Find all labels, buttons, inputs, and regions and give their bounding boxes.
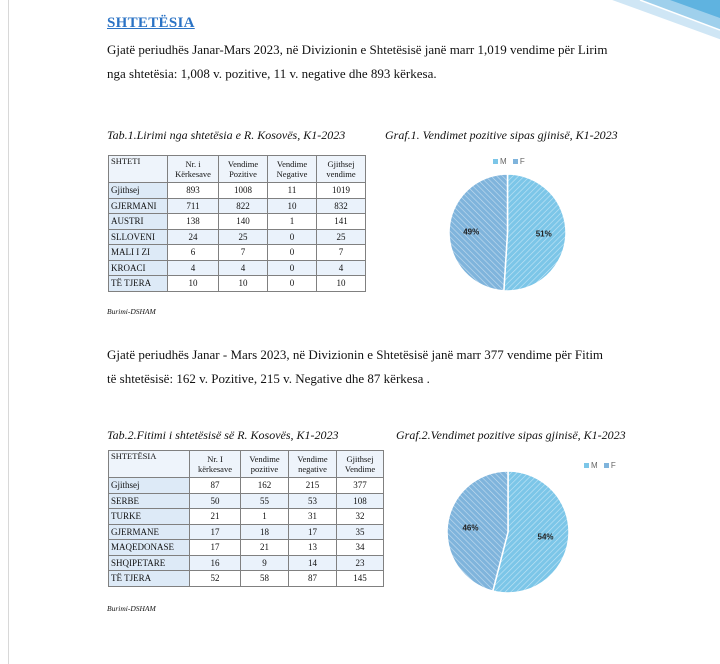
- col-header-text: Vendime: [344, 464, 376, 474]
- col-header: [219, 156, 268, 183]
- table-cell: 21: [241, 540, 289, 556]
- table-cell: 25: [317, 229, 366, 245]
- col-header: [109, 156, 168, 183]
- paragraph-lirim: [107, 38, 637, 86]
- graf1-legend: [489, 157, 525, 166]
- table-cell: 4: [219, 260, 268, 276]
- table-cell: 7: [317, 245, 366, 261]
- table-cell: 53: [289, 493, 337, 509]
- col-header-text: Negative: [276, 169, 308, 179]
- table-cell: 17: [190, 524, 241, 540]
- table2-source: Burimi-DSHAM: [107, 604, 156, 613]
- pie-label-m: 51%: [535, 229, 552, 239]
- table-cell: TË TJERA: [109, 276, 168, 292]
- table-cell: SLLOVENI: [109, 229, 168, 245]
- table-cell: SERBE: [109, 493, 190, 509]
- table-cell: 9: [241, 555, 289, 571]
- col-header: [268, 156, 317, 183]
- table-cell: 17: [289, 524, 337, 540]
- table-cell: GJERMANI: [109, 198, 168, 214]
- table-fitimi: [108, 450, 384, 587]
- col-header-text: Nr. i: [185, 159, 201, 169]
- table-cell: TURKE: [109, 509, 190, 525]
- table-cell: 4: [317, 260, 366, 276]
- table-cell: 4: [168, 260, 219, 276]
- paragraph-fitim: [107, 343, 637, 391]
- table-cell: 1019: [317, 183, 366, 199]
- table-cell: 32: [337, 509, 384, 525]
- table-cell: 377: [337, 478, 384, 494]
- col-header-text: Gjithsej: [346, 454, 374, 464]
- col-header-text: SHTETI: [111, 156, 141, 166]
- col-header-text: Vendime: [249, 454, 280, 464]
- table-row: [109, 245, 366, 261]
- col-header: [317, 156, 366, 183]
- pie-chart-graf1: [445, 170, 570, 295]
- table-cell: 0: [268, 276, 317, 292]
- paragraph-line: Gjatë periudhës Janar-Mars 2023, në Divizionin e Shtetësisë janë marr 1,019 vendime për Lirim: [107, 42, 608, 57]
- table-cell: 17: [190, 540, 241, 556]
- legend-label-m: M: [591, 461, 598, 470]
- table-cell: TË TJERA: [109, 571, 190, 587]
- col-header: [190, 451, 241, 478]
- table-row: [109, 183, 366, 199]
- table-cell: 31: [289, 509, 337, 525]
- table-cell: 141: [317, 214, 366, 230]
- table-row: [109, 478, 384, 494]
- table-cell: 1: [268, 214, 317, 230]
- table-cell: 10: [317, 276, 366, 292]
- legend-swatch-f: [513, 159, 518, 164]
- table-cell: 0: [268, 260, 317, 276]
- table2-caption: Tab.2.Fitimi i shtetësisë së R. Kosovës, K1-2023: [107, 428, 339, 442]
- table-cell: 11: [268, 183, 317, 199]
- table-cell: 10: [219, 276, 268, 292]
- table-row: [109, 276, 366, 292]
- table-cell: 87: [190, 478, 241, 494]
- table-cell: 1008: [219, 183, 268, 199]
- pie-chart-graf2: [443, 467, 573, 597]
- legend-swatch-m: [493, 159, 498, 164]
- col-header-text: SHTETËSIA: [111, 451, 157, 461]
- table-row: [109, 571, 384, 587]
- table-cell: 34: [337, 540, 384, 556]
- table-cell: 18: [241, 524, 289, 540]
- table-cell: 711: [168, 198, 219, 214]
- table-row: [109, 493, 384, 509]
- col-header-text: Nr. I: [207, 454, 223, 464]
- table-row: [109, 198, 366, 214]
- table-cell: 58: [241, 571, 289, 587]
- table-cell: AUSTRI: [109, 214, 168, 230]
- table-cell: 50: [190, 493, 241, 509]
- legend-label-f: F: [610, 461, 616, 470]
- table-cell: 52: [190, 571, 241, 587]
- col-header: [289, 451, 337, 478]
- legend-label-m: M: [500, 157, 507, 166]
- col-header-text: pozitive: [250, 464, 279, 474]
- page-edge: [8, 0, 9, 664]
- col-header: [168, 156, 219, 183]
- table-cell: 145: [337, 571, 384, 587]
- graf1-caption: Graf.1. Vendimet pozitive sipas gjinisë, K1-2023: [385, 128, 618, 142]
- table-cell: MAQEDONASE: [109, 540, 190, 556]
- pie-label-m: 54%: [537, 532, 554, 542]
- table-row: [109, 509, 384, 525]
- table-cell: 1: [241, 509, 289, 525]
- legend-label-f: F: [519, 157, 525, 166]
- table1-caption: Tab.1.Lirimi nga shtetësia e R. Kosovës, K1-2023: [107, 128, 346, 142]
- table-cell: GJERMANE: [109, 524, 190, 540]
- table-lirimi: [108, 155, 366, 292]
- table-header-row: [109, 451, 384, 478]
- col-header-text: kërkesave: [198, 464, 232, 474]
- table-cell: 87: [289, 571, 337, 587]
- pie-label-f: 46%: [462, 523, 479, 533]
- table-cell: 0: [268, 245, 317, 261]
- table-cell: 893: [168, 183, 219, 199]
- table-row: [109, 229, 366, 245]
- table-cell: 55: [241, 493, 289, 509]
- table-cell: 138: [168, 214, 219, 230]
- table-cell: 832: [317, 198, 366, 214]
- table-cell: 6: [168, 245, 219, 261]
- paragraph-line: të shtetësisë: 162 v. Pozitive, 215 v. Negative dhe 87 kërkesa .: [107, 371, 430, 386]
- table-cell: 23: [337, 555, 384, 571]
- paragraph-line: Gjatë periudhës Janar - Mars 2023, në Divizionin e Shtetësisë janë marr 377 vendime për Fitim: [107, 347, 604, 362]
- col-header-text: Gjithsej: [327, 159, 355, 169]
- col-header-text: Vendime: [297, 454, 328, 464]
- col-header-text: Vendime: [227, 159, 259, 169]
- col-header: [337, 451, 384, 478]
- table-cell: 0: [268, 229, 317, 245]
- table-cell: 16: [190, 555, 241, 571]
- table-cell: 10: [168, 276, 219, 292]
- table-row: [109, 214, 366, 230]
- col-header-text: negative: [298, 464, 327, 474]
- table-header-row: [109, 156, 366, 183]
- col-header-text: vendime: [326, 169, 356, 179]
- table-cell: SHQIPETARE: [109, 555, 190, 571]
- table-cell: 162: [241, 478, 289, 494]
- table-cell: MALI I ZI: [109, 245, 168, 261]
- table1-source: Burimi-DSHAM: [107, 307, 156, 316]
- table-cell: 215: [289, 478, 337, 494]
- table-row: [109, 555, 384, 571]
- table-cell: 10: [268, 198, 317, 214]
- col-header-text: Vendime: [276, 159, 308, 169]
- col-header: [241, 451, 289, 478]
- table-cell: 822: [219, 198, 268, 214]
- table-cell: 25: [219, 229, 268, 245]
- table-cell: 21: [190, 509, 241, 525]
- table-row: [109, 540, 384, 556]
- graf2-caption: Graf.2.Vendimet pozitive sipas gjinisë, K1-2023: [396, 428, 626, 442]
- table-cell: 24: [168, 229, 219, 245]
- table-row: [109, 260, 366, 276]
- corner-decoration: [610, 0, 720, 40]
- table-cell: 140: [219, 214, 268, 230]
- legend-swatch-m: [584, 463, 589, 468]
- table-cell: 14: [289, 555, 337, 571]
- col-header-text: Kërkesave: [175, 169, 211, 179]
- table-cell: 13: [289, 540, 337, 556]
- table-cell: 35: [337, 524, 384, 540]
- table-cell: Gjithsej: [109, 478, 190, 494]
- table-cell: Gjithsej: [109, 183, 168, 199]
- section-heading: SHTETËSIA: [107, 15, 195, 31]
- table-cell: 108: [337, 493, 384, 509]
- table-cell: 7: [219, 245, 268, 261]
- paragraph-line: nga shtetësia: 1,008 v. pozitive, 11 v. negative dhe 893 kërkesa.: [107, 66, 437, 81]
- graf2-legend: [580, 461, 616, 470]
- col-header-text: Pozitive: [229, 169, 257, 179]
- col-header: [109, 451, 190, 478]
- table-cell: KROACI: [109, 260, 168, 276]
- legend-swatch-f: [604, 463, 609, 468]
- pie-label-f: 49%: [463, 227, 480, 237]
- table-row: [109, 524, 384, 540]
